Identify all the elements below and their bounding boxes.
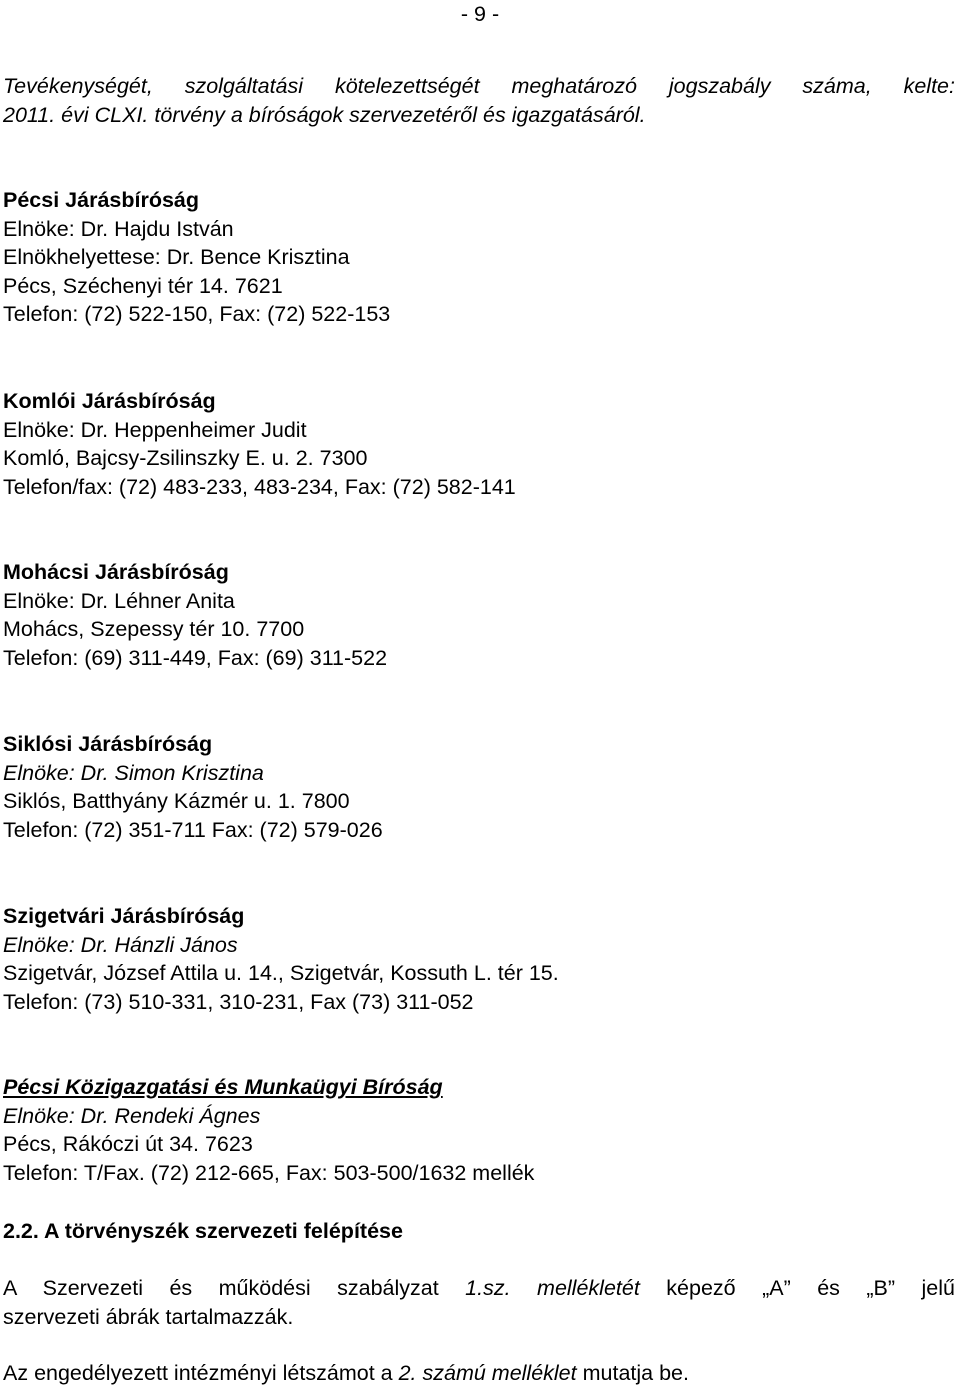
court-name: Komlói Járásbíróság [3, 389, 216, 413]
section-heading-block [3, 1217, 955, 1246]
court-kozigazgatasi [3, 1073, 955, 1187]
court-name: Pécsi Közigazgatási és Munkaügyi Bíróság [3, 1075, 443, 1099]
court-name: Siklósi Járásbíróság [3, 732, 213, 756]
court-address: Pécs, Széchenyi tér 14. 7621 [3, 273, 283, 298]
court-address: Pécs, Rákóczi út 34. 7623 [3, 1132, 253, 1157]
court-phone: Telefon/fax: (72) 483-233, 483-234, Fax: (72) 582-141 [3, 474, 516, 499]
paragraph-1-line-2: szervezeti ábrák tartalmazzák. [3, 1304, 294, 1329]
paragraph-2-line-1 [3, 1359, 955, 1388]
court-phone: Telefon: (69) 311-449, Fax: (69) 311-522 [3, 645, 388, 670]
court-president: Elnöke: Dr. Léhner Anita [3, 588, 235, 613]
court-president: Elnöke: Dr. Hánzli János [3, 932, 238, 957]
court-president: Elnöke: Dr. Heppenheimer Judit [3, 417, 307, 442]
court-address: Siklós, Batthyány Kázmér u. 1. 7800 [3, 789, 350, 814]
paragraph-1-text-b: képező „A” és „B” jelű [639, 1276, 955, 1300]
court-phone: Telefon: (72) 351-711 Fax: (72) 579-026 [3, 817, 383, 842]
court-vice-president: Elnökhelyettese: Dr. Bence Krisztina [3, 245, 350, 270]
section-heading: 2.2. A törvényszék szervezeti felépítése [3, 1219, 403, 1243]
court-phone: Telefon: (72) 522-150, Fax: (72) 522-153 [3, 302, 391, 327]
paragraph-1-line-1 [3, 1274, 955, 1303]
court-siklosi [3, 730, 955, 844]
court-address: Mohács, Szepessy tér 10. 7700 [3, 617, 305, 642]
paragraph-1-reference: 1.sz. mellékletét [465, 1276, 640, 1300]
intro-line-1: Tevékenységét, szolgáltatási kötelezettségét meghatározó jogszabály száma, kelte: [3, 74, 955, 98]
section-paragraph-2 [3, 1359, 955, 1388]
section-paragraph-1 [3, 1274, 955, 1331]
page-number: - 9 - [460, 2, 500, 26]
intro-line-2: 2011. évi CLXI. törvény a bíróságok szervezetéről és igazgatásáról. [3, 102, 646, 127]
court-name: Mohácsi Járásbíróság [3, 560, 229, 584]
court-president: Elnöke: Dr. Simon Krisztina [3, 760, 264, 785]
court-mohacsi [3, 558, 955, 672]
court-phone: Telefon: T/Fax. (72) 212-665, Fax: 503-500/1632 mellék [3, 1160, 535, 1185]
court-szigetvari [3, 902, 955, 1016]
court-name: Szigetvári Járásbíróság [3, 904, 245, 928]
court-phone: Telefon: (73) 510-331, 310-231, Fax (73) 311-052 [3, 989, 474, 1014]
court-address: Szigetvár, József Attila u. 14., Szigetvár, Kossuth L. tér 15. [3, 961, 559, 986]
court-name: Pécsi Járásbíróság [3, 188, 200, 212]
paragraph-2-reference: 2. számú melléklet [398, 1361, 577, 1385]
court-president: Elnöke: Dr. Hajdu István [3, 216, 234, 241]
paragraph-2-text-a: Az engedélyezett intézményi létszámot a [3, 1361, 399, 1385]
court-komloi [3, 387, 955, 501]
court-address: Komló, Bajcsy-Zsilinszky E. u. 2. 7300 [3, 446, 368, 471]
court-president: Elnöke: Dr. Rendeki Ágnes [3, 1103, 261, 1128]
paragraph-1-text-a: A Szervezeti és működési szabályzat [3, 1276, 466, 1300]
court-pecsi [3, 186, 955, 329]
intro-paragraph [3, 72, 955, 129]
paragraph-2-text-b: mutatja be. [576, 1361, 689, 1385]
